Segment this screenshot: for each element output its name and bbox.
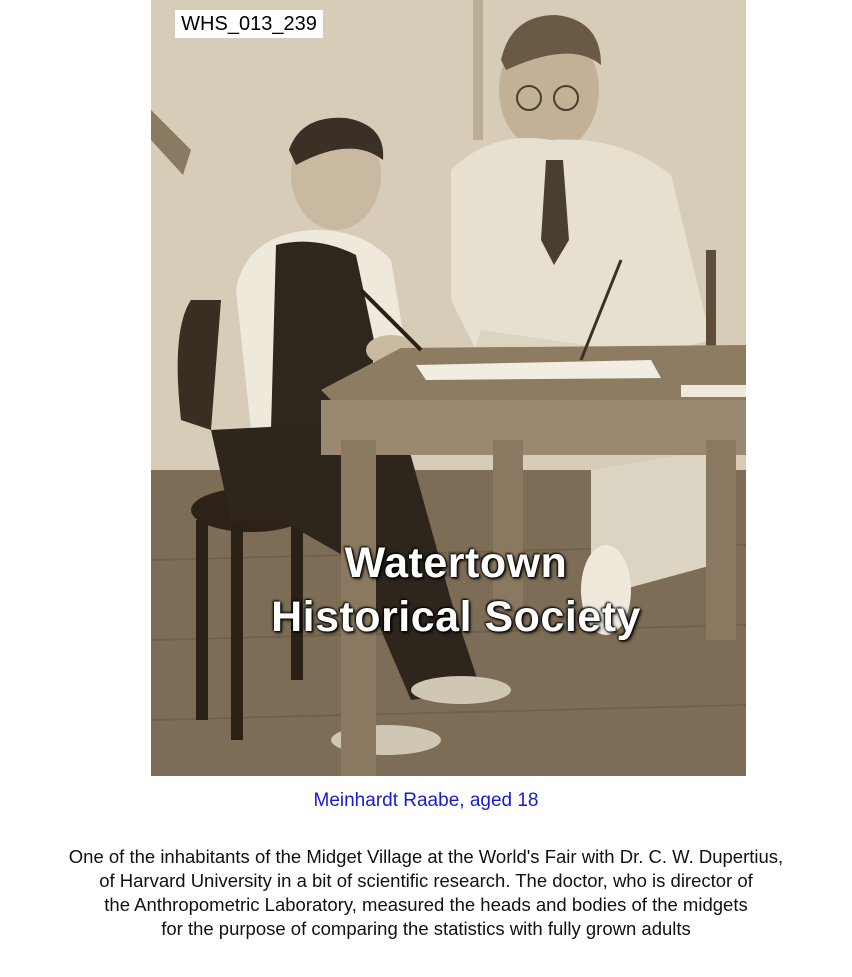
- photo-id-label: WHS_013_239: [175, 10, 323, 38]
- caption-title: Meinhardt Raabe, aged 18: [313, 790, 539, 811]
- caption-line: One of the inhabitants of the Midget Village at the World's Fair with Dr. C. W. Dupertius,: [68, 846, 784, 867]
- caption-body: [0, 845, 852, 941]
- pole: [473, 0, 483, 140]
- watermark: [151, 536, 761, 644]
- caption-line: the Anthropometric Laboratory, measured the heads and bodies of the midgets: [104, 894, 748, 915]
- photo-illustration: [151, 0, 746, 776]
- watermark-line-2: Historical Society: [271, 593, 641, 641]
- watermark-line-1: Watertown: [344, 539, 568, 587]
- historical-photo: [151, 0, 746, 776]
- caption-line: for the purpose of comparing the statistics with fully grown adults: [161, 918, 691, 939]
- caption-line: of Harvard University in a bit of scientific research. The doctor, who is director of: [99, 870, 753, 891]
